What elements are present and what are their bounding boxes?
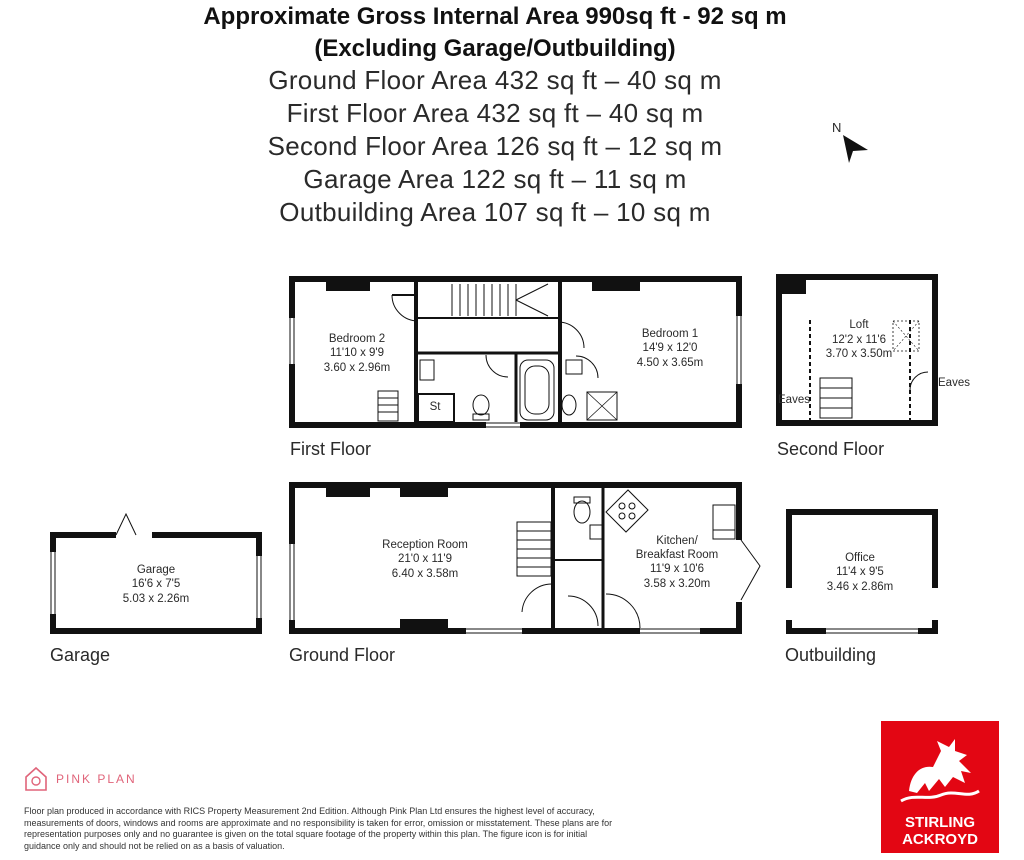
north-compass-icon bbox=[832, 120, 868, 163]
eaves-left-label: Eaves bbox=[778, 394, 810, 406]
pink-plan-label: PINK PLAN bbox=[56, 772, 137, 786]
bedroom-2-metric: 3.60 x 2.96m bbox=[323, 362, 391, 374]
reception-imperial: 21'0 x 11'9 bbox=[397, 553, 453, 565]
garage-area: Garage Area 122 sq ft – 11 sq m bbox=[303, 164, 687, 194]
outbuilding-caption: Outbuilding bbox=[785, 645, 877, 665]
stirling-ackroyd-logo bbox=[881, 721, 999, 853]
ground-floor-room-labels bbox=[289, 535, 718, 665]
ground-floor-area: Ground Floor Area 432 sq ft – 40 sq m bbox=[268, 65, 722, 95]
office-metric: 3.46 x 2.86m bbox=[826, 581, 894, 593]
kitchen-metric: 3.58 x 3.20m bbox=[643, 578, 711, 590]
outbuilding-labels bbox=[785, 552, 893, 665]
bedroom-2-name: Bedroom 2 bbox=[328, 333, 386, 345]
brand-line-2: ACKROYD bbox=[902, 831, 978, 848]
garage-room-name: Garage bbox=[136, 564, 176, 576]
office-name: Office bbox=[845, 552, 875, 564]
total-area-title: Approximate Gross Internal Area 990sq ft - 92 sq m bbox=[203, 3, 787, 30]
house-logo-icon bbox=[24, 766, 48, 792]
compass-label: N bbox=[832, 120, 842, 135]
kitchen-name-line2: Breakfast Room bbox=[635, 549, 719, 561]
second-floor-area: Second Floor Area 126 sq ft – 12 sq m bbox=[267, 131, 723, 161]
first-floor-area: First Floor Area 432 sq ft – 40 sq m bbox=[286, 98, 704, 128]
store-label: St bbox=[429, 401, 441, 413]
ground-floor-label: Ground Floor bbox=[289, 645, 396, 665]
loft-metric: 3.70 x 3.50m bbox=[825, 348, 893, 360]
disclaimer-text: Floor plan produced in accordance with RICS Property Measurement 2nd Edition. Although Pink Plan Ltd ensures the highest level of accuracy, measurements of doors, windows and rooms are approximate and no responsibility is taken for error, omission or misstatement. These plans are for representation purposes only and no guarantee is given on the total square footage of the property within this plan. The figure icon is for initial guidance only and should not be relied on as a basis of valuation. bbox=[24, 806, 613, 851]
bedroom-1-name: Bedroom 1 bbox=[641, 328, 699, 340]
pink-plan-logo bbox=[24, 766, 137, 792]
garage-labels bbox=[50, 564, 189, 665]
griffin-icon bbox=[881, 721, 999, 811]
bedroom-1-metric: 4.50 x 3.65m bbox=[636, 357, 704, 369]
first-floor-label: First Floor bbox=[290, 439, 371, 459]
reception-metric: 6.40 x 3.58m bbox=[391, 568, 459, 580]
bedroom-1-imperial: 14'9 x 12'0 bbox=[642, 342, 698, 354]
eaves-right-label: Eaves bbox=[938, 377, 970, 389]
reception-name: Reception Room bbox=[382, 539, 468, 551]
office-imperial: 11'4 x 9'5 bbox=[836, 566, 884, 578]
garage-metric: 5.03 x 2.26m bbox=[122, 593, 190, 605]
kitchen-imperial: 11'9 x 10'6 bbox=[649, 563, 705, 575]
loft-imperial: 12'2 x 11'6 bbox=[831, 334, 887, 346]
first-floor-room-labels bbox=[290, 328, 703, 459]
garage-imperial: 16'6 x 7'5 bbox=[131, 578, 181, 590]
outbuilding-area: Outbuilding Area 107 sq ft – 10 sq m bbox=[279, 197, 711, 227]
brand-line-1: STIRLING bbox=[905, 814, 975, 831]
second-floor-room-labels bbox=[777, 319, 970, 459]
kitchen-name-line1: Kitchen/ bbox=[656, 535, 698, 547]
loft-name: Loft bbox=[849, 319, 869, 331]
bedroom-2-imperial: 11'10 x 9'9 bbox=[329, 347, 385, 359]
garage-caption: Garage bbox=[50, 645, 111, 665]
second-floor-label: Second Floor bbox=[777, 439, 885, 459]
excluding-note: (Excluding Garage/Outbuilding) bbox=[314, 35, 676, 62]
